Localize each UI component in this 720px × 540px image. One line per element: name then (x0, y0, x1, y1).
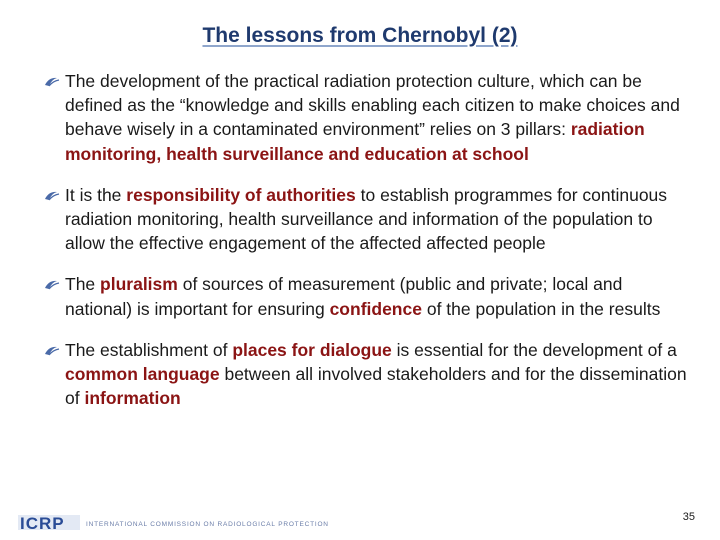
bullet-list (44, 69, 694, 427)
footer (0, 506, 720, 540)
highlighted-text: radiation monitoring, health surveillance and education at school (65, 119, 645, 164)
bullet-text: The establishment of (65, 339, 233, 360)
icrp-logo (18, 512, 80, 532)
highlighted-text: places for dialogue (232, 339, 392, 360)
bullet-item (44, 272, 694, 320)
bullet-item (44, 69, 694, 166)
swoosh-bullet-icon (44, 277, 60, 291)
bullet-item (44, 183, 694, 256)
bullet-text: of sources of measurement (public and private; local and national) is important for ensuring (65, 274, 623, 319)
highlighted-text: responsibility of authorities (126, 184, 356, 205)
bullet-text: The development of the practical radiation protection culture, which can be defined as the “knowledge and skills enabling each citizen to make choices and behave wisely in a contaminated environment” relies on 3 pillars: (65, 71, 680, 140)
logo-text: ICRP (20, 514, 65, 532)
organization-name: INTERNATIONAL COMMISSION ON RADIOLOGICAL PROTECTION (86, 521, 329, 528)
swoosh-bullet-icon (44, 74, 60, 88)
highlighted-text: common language (65, 364, 220, 385)
bullet-text: between all involved stakeholders and for the dissemination of (65, 364, 687, 409)
highlighted-text: information (84, 388, 181, 409)
swoosh-bullet-icon (44, 188, 60, 202)
bullet-text: The (65, 274, 101, 295)
slide-title: The lessons from Chernobyl (2) (202, 24, 518, 47)
bullet-text: It is the (65, 184, 127, 205)
bullet-item (44, 338, 694, 411)
bullet-text: is essential for the development of a (391, 339, 677, 360)
swoosh-bullet-icon (44, 343, 60, 357)
highlighted-text: confidence (329, 298, 422, 319)
bullet-text: of the population in the results (421, 298, 661, 319)
bullet-text: to establish programmes for continuous radiation monitoring, health surveillance and information of the population to allow the effective engagement of the affected affected people (65, 184, 668, 254)
highlighted-text: pluralism (100, 274, 178, 295)
page-number: 35 (682, 511, 695, 523)
